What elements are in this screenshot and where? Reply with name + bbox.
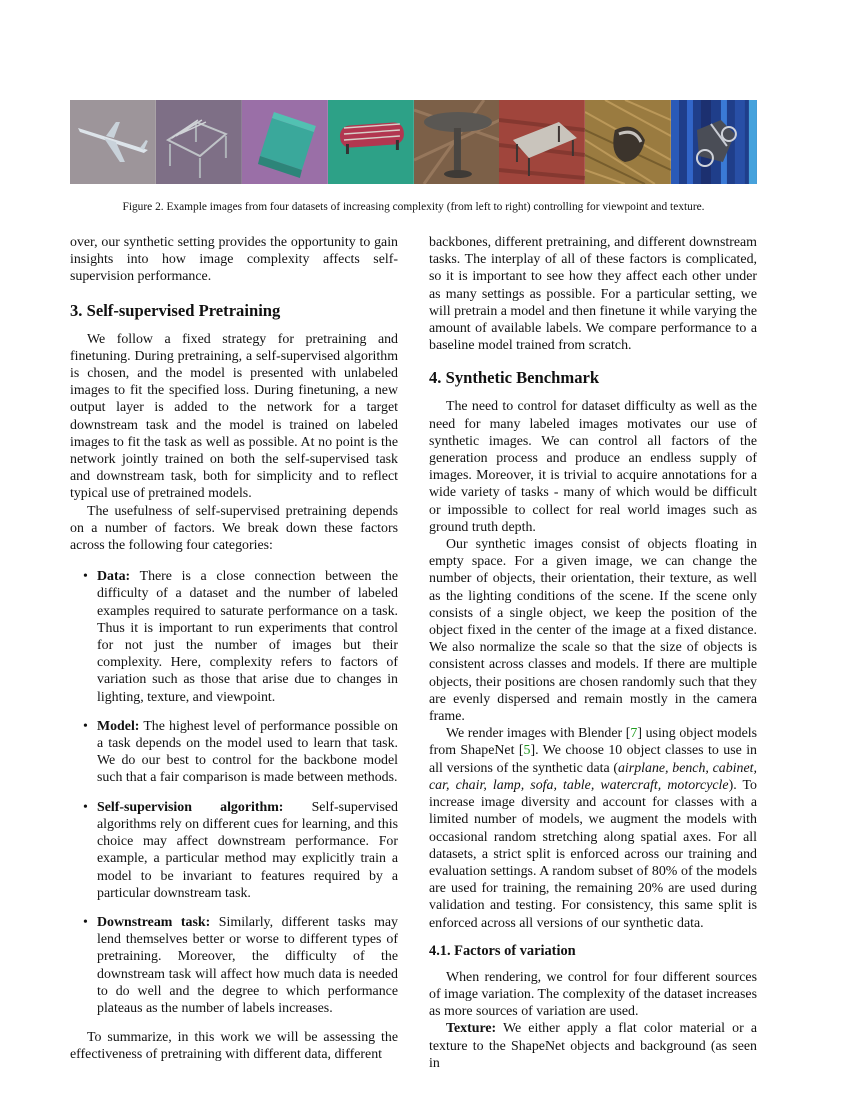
list-item: [70, 718, 398, 787]
objects-paragraph: Our synthetic images consist of objects floating in empty space. For a given image, we can change the number of objects, their orientation, their texture, as well as the lighting conditions of the scene. If the scene only consists of a single object, we keep the position of the object fixed in the center of the image at a fixed distance. We also normalize the scale so that the size of objects is consistent across classes and models. If there are multiple objects, their positions are chosen randomly such that they are evenly dispersed and remain mostly in the camera frame.: [429, 537, 757, 725]
render-text: We render images with Blender [: [446, 726, 631, 742]
watercraft-textured-image: [585, 100, 671, 184]
bullet-text: There is a close connection between the difficulty of a dataset and the number of labeled examples required to saturate performance on a task. Thus it is important to run experiments that control for not just the number of images but their complexity. Here, complexity refers to factors of variation such as those that arise due to changes in lighting, texture, and viewpoint.: [97, 569, 398, 705]
render-text: ]. We choose 10 object classes to use in all versions of the synthetic data (: [429, 743, 757, 776]
subsection-heading-factors: 4.1. Factors of variation: [429, 942, 576, 959]
figure-caption: Figure 2. Example images from four datasets of increasing complexity (from left to right) controlling for viewpoint and texture.: [122, 201, 705, 213]
texture-text: We either apply a flat color material or a texture to the ShapeNet objects and background (as seen in: [429, 1021, 757, 1071]
control-paragraph: The need to control for dataset difficulty as well as the need for many labeled images motivates our use of synthetic images. We can control all factors of the generation process and produce an endless supply of images. Moreover, it is trivial to acquire annotations for a wide variety of tasks - many of which would be difficult or impossible to collect for real world images such as ground truth depth.: [429, 399, 757, 535]
summary-paragraph: To summarize, in this work we will be assessing the effectiveness of pretraining with different data, different: [70, 1030, 398, 1063]
object-classes: airplane, bench, cabinet, car, chair, lamp, sofa, table, watercraft, motorcycle: [429, 760, 757, 793]
render-paragraph: [429, 725, 757, 931]
section-heading-pretraining: 3. Self-supervised Pretraining: [70, 300, 281, 320]
sofa-image: [328, 100, 414, 184]
texture-term: Texture:: [446, 1021, 497, 1037]
usefulness-paragraph: The usefulness of self-supervised pretraining depends on a number of factors. We break down these factors across the following four categories:: [70, 503, 398, 554]
airplane-image: [70, 100, 156, 184]
bullet-term: Downstream task:: [97, 914, 211, 930]
left-column: [70, 234, 398, 1064]
figure-image-strip: [70, 100, 757, 184]
texture-paragraph: [429, 1020, 757, 1072]
list-item: [70, 568, 398, 706]
bullet-term: Model:: [97, 718, 140, 734]
cabinet-image: [242, 100, 328, 184]
factor-list: [70, 568, 398, 1017]
citation-link[interactable]: 5: [523, 743, 531, 759]
render-text: ] using object models from ShapeNet [: [429, 726, 757, 759]
bench-image: [156, 100, 242, 184]
list-item: [70, 799, 398, 902]
bench-textured-image: [499, 100, 585, 184]
render-text: ). To increase image diversity and account for classes with a limited number of models, we augment the models with occasional random stretching along spatial axes. For all datasets, a strict split is enforced across our training and evaluation settings. A random subset of 80% of the models are used for training, the remaining 20% are used during validation and testing. For consistency, this same split is enforced across all versions of our synthetic data.: [429, 777, 757, 931]
table-textured-image: [414, 100, 500, 184]
bullet-text: Self-supervised algorithms rely on different cues for learning, and this choice may affect downstream performance. For example, a particular method may explicitly train a model to be invariant to features required by a particular downstream task.: [97, 799, 398, 901]
bullet-text: Similarly, different tasks may lend themselves better or worse to different types of pretraining. Moreover, the difficulty of the downstream task will affect how much data is needed to do well and the degree to which performance plateaus as the number of labels increases.: [97, 914, 398, 1016]
bullet-term: Data:: [97, 569, 131, 585]
backbones-paragraph: backbones, different pretraining, and different downstream tasks. The interplay of all of these factors is complicated, so it is important to see how they affect each other under as many settings as possible. For a particular setting, we will pretrain a model and then finetune it while varying the amount of available labels. We compare performance to a baseline model trained from scratch.: [429, 235, 757, 354]
list-item: [70, 914, 398, 1017]
right-column: [429, 234, 757, 1072]
strategy-paragraph: We follow a fixed strategy for pretraining and finetuning. During pretraining, a self-supervised algorithm is chosen, and the model is presented with unlabeled images to fit the specified loss. During finetuning, a new output layer is added to the network for a target downstream task and the model is trained on labeled images to fit the task as well as possible. At no point is the network jointly trained on both the self-supervised task and downstream task, both for simplicity and to reflect typical use of pretrained models.: [70, 331, 398, 502]
citation-link[interactable]: 7: [630, 726, 638, 742]
bullet-term: Self-supervision algorithm:: [97, 799, 284, 815]
motorcycle-textured-image: [671, 100, 757, 184]
rendering-paragraph: When rendering, we control for four different sources of image variation. The complexity of the dataset increases as more sources of variation are used.: [429, 969, 757, 1020]
section-heading-benchmark: 4. Synthetic Benchmark: [429, 368, 600, 388]
bullet-text: The highest level of performance possible on a task depends on the model used to learn that task. We do our best to control for the backbone model such that a fair comparison is made between methods.: [97, 718, 398, 786]
intro-paragraph: over, our synthetic setting provides the opportunity to gain insights into how image complexity affects self-supervision performance.: [70, 235, 398, 285]
